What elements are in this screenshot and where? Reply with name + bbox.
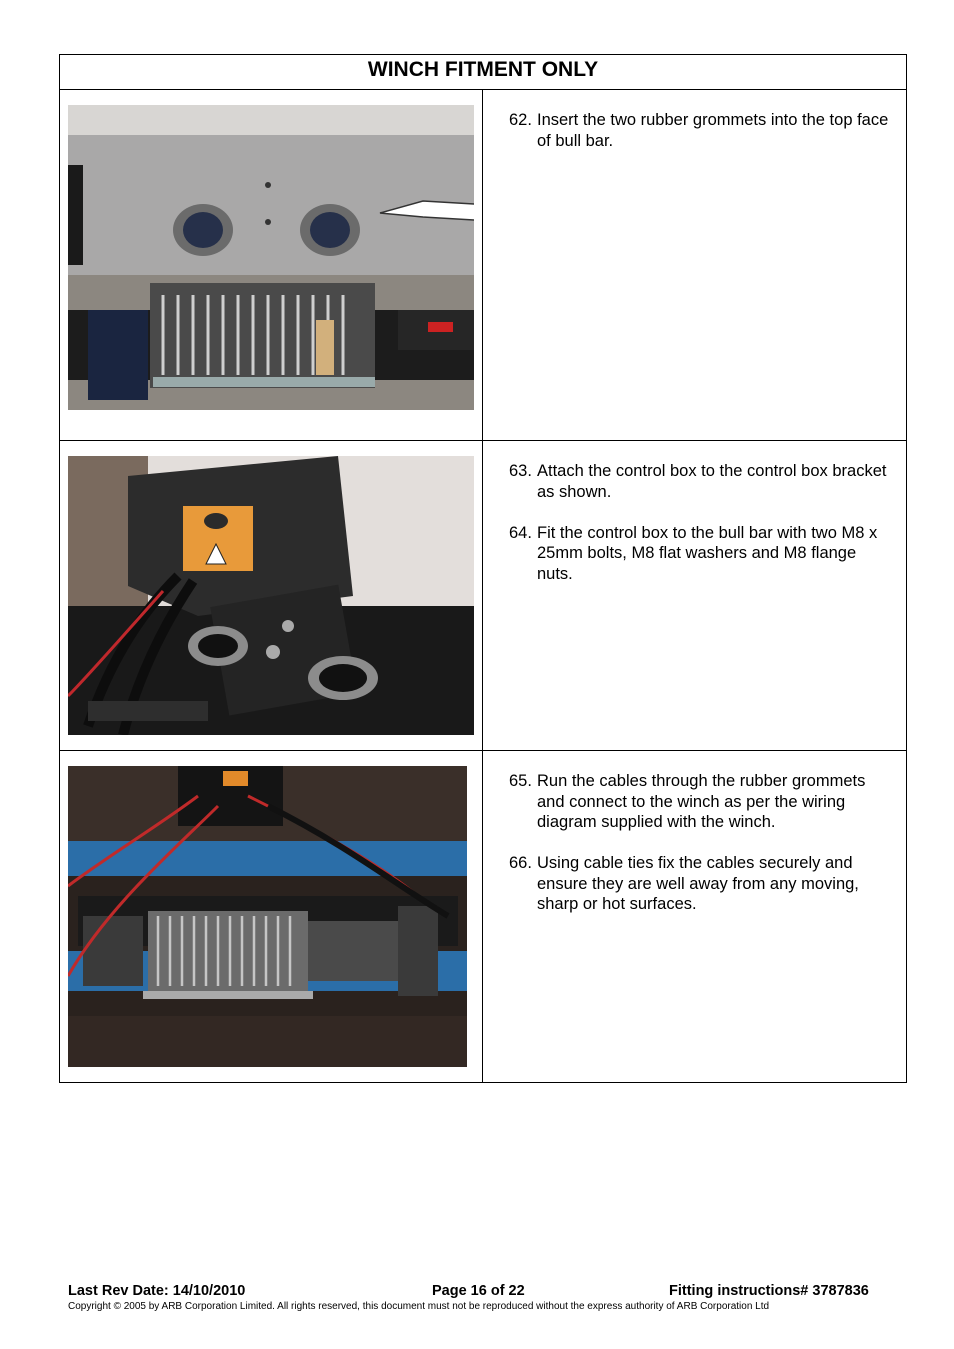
page-footer xyxy=(68,1283,898,1312)
step-text: Fit the control box to the bull bar with two M8 x 25mm bolts, M8 flat washers and M8 flange nuts. xyxy=(537,523,878,583)
step-item xyxy=(509,461,894,502)
instruction-table xyxy=(59,54,907,1083)
page-number: Page 16 of 22 xyxy=(432,1283,525,1299)
last-rev-date: Last Rev Date: 14/10/2010 xyxy=(68,1283,246,1299)
step-text: Run the cables through the rubber grommets and connect to the winch as per the wiring diagram supplied with the winch. xyxy=(537,772,866,831)
instructions-cell xyxy=(483,90,906,440)
fitting-instructions-number: Fitting instructions# 3787836 xyxy=(669,1283,869,1299)
photo-cell xyxy=(60,90,483,440)
step-text: Using cable ties fix the cables securely and ensure they are well away from any moving, sharp or hot surfaces. xyxy=(537,854,859,913)
winch-wiring-photo xyxy=(68,766,467,1067)
step-number: 65. xyxy=(509,772,532,790)
control-box-photo xyxy=(68,456,474,735)
step-item xyxy=(509,771,894,833)
step-number: 62. xyxy=(509,111,532,129)
instructions-cell xyxy=(483,751,906,1082)
step-number: 66. xyxy=(509,854,532,872)
copyright-notice: Copyright © 2005 by ARB Corporation Limited. All rights reserved, this document must not be reproduced without the express authority of ARB Corporation Ltd xyxy=(68,1301,770,1312)
step-text: Insert the two rubber grommets into the top face of bull bar. xyxy=(537,111,889,150)
step-row-65-66 xyxy=(60,751,906,1082)
step-number: 63. xyxy=(509,462,532,480)
photo-cell xyxy=(60,441,483,750)
step-row-63-64 xyxy=(60,441,906,751)
winch-grommets-photo xyxy=(68,105,474,410)
step-text: Attach the control box to the control box bracket as shown. xyxy=(537,462,887,501)
step-row-62 xyxy=(60,90,906,441)
photo-cell xyxy=(60,751,483,1082)
page-title: WINCH FITMENT ONLY xyxy=(60,55,906,90)
step-number: 64. xyxy=(509,523,532,542)
step-item xyxy=(509,523,894,585)
instructions-cell xyxy=(483,441,906,750)
step-item xyxy=(509,110,894,151)
footer-line xyxy=(68,1283,898,1299)
step-item xyxy=(509,853,894,915)
